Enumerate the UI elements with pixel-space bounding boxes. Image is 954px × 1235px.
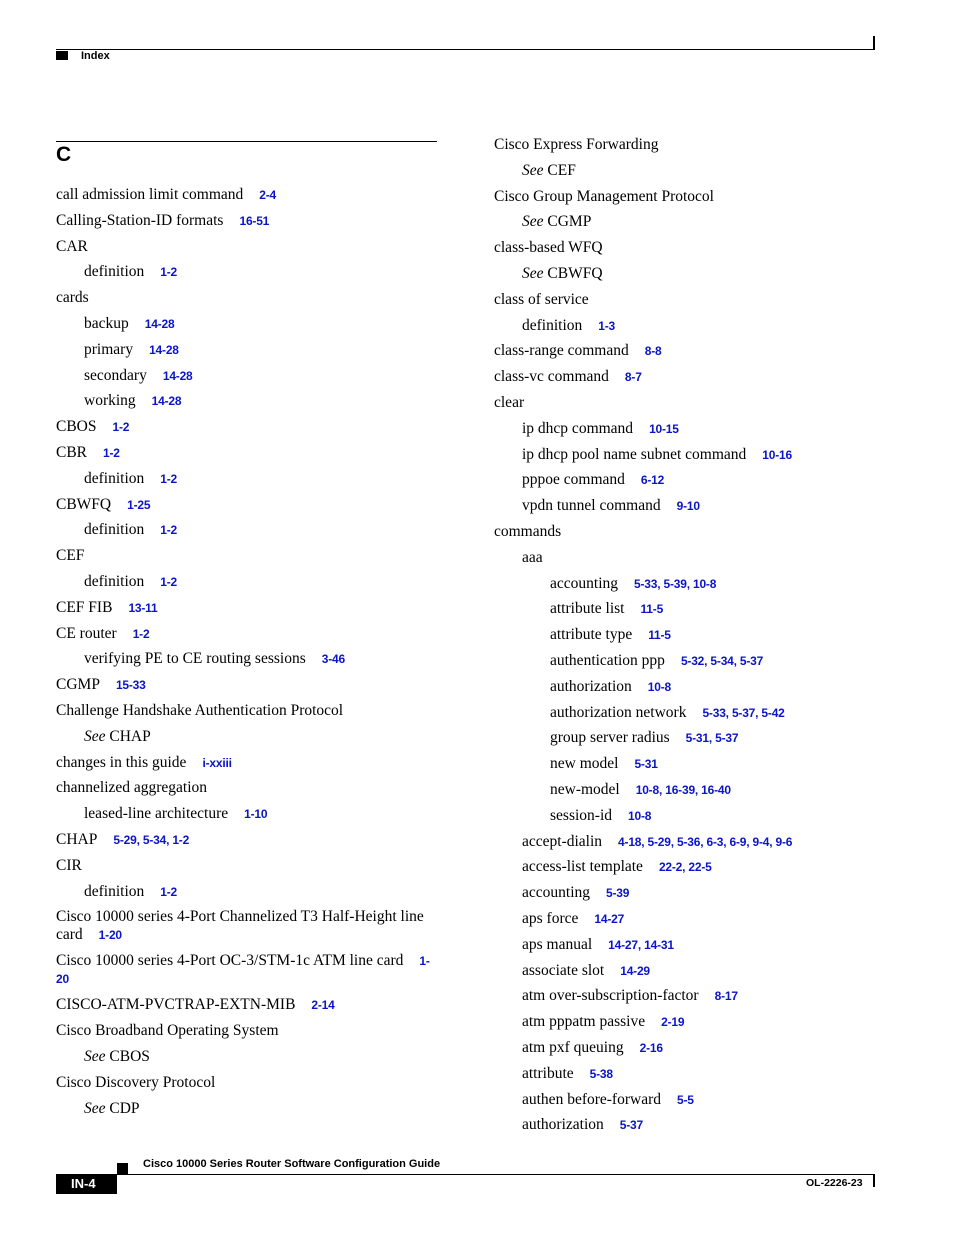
index-term: attribute type bbox=[550, 626, 633, 644]
index-term: cards bbox=[56, 289, 89, 307]
index-entry bbox=[494, 291, 589, 309]
see-reference-label: See bbox=[522, 213, 544, 231]
index-entry bbox=[522, 858, 712, 876]
section-rule bbox=[56, 141, 437, 142]
index-term: authen before-forward bbox=[522, 1090, 661, 1108]
index-entry bbox=[84, 728, 151, 746]
index-term: authorization bbox=[522, 1116, 604, 1134]
index-entry bbox=[494, 188, 714, 206]
see-reference-label: See bbox=[84, 727, 106, 745]
index-term: ip dhcp pool name subnet command bbox=[522, 445, 747, 463]
page-reference-link[interactable]: 9-10 bbox=[676, 499, 700, 514]
index-entry bbox=[494, 239, 603, 257]
index-term: clear bbox=[494, 394, 525, 411]
index-term: secondary bbox=[84, 366, 147, 384]
page-reference-link[interactable]: 11-5 bbox=[640, 602, 664, 617]
index-term: class-range command bbox=[494, 342, 629, 360]
index-term: aaa bbox=[522, 548, 543, 566]
index-entry bbox=[550, 652, 763, 670]
header-tick bbox=[873, 36, 875, 50]
index-entry bbox=[56, 779, 207, 797]
page-reference-link[interactable]: 8-17 bbox=[714, 989, 738, 1004]
footer-doc-number: OL-2226-23 bbox=[806, 1177, 863, 1189]
index-entry bbox=[550, 755, 658, 773]
index-term: pppoe command bbox=[522, 471, 625, 489]
index-entry bbox=[522, 1013, 684, 1031]
index-term: CHAP bbox=[109, 727, 151, 745]
index-entry bbox=[56, 289, 89, 307]
index-term: class-vc command bbox=[494, 368, 609, 386]
index-entry bbox=[56, 676, 146, 694]
index-term: atm pxf queuing bbox=[522, 1039, 624, 1056]
index-entry bbox=[550, 626, 671, 644]
index-entry bbox=[84, 573, 177, 591]
index-term: attribute bbox=[522, 1064, 574, 1082]
page-reference-link[interactable]: i-xxiii bbox=[202, 755, 232, 770]
index-term: CGMP bbox=[56, 676, 100, 694]
index-term: Cisco 10000 series 4-Port OC-3/STM-1c ATM line card bbox=[56, 952, 404, 970]
index-term: Cisco Express Forwarding bbox=[494, 136, 659, 153]
index-term: aps manual bbox=[522, 935, 593, 953]
index-term: CEF FIB bbox=[56, 598, 113, 616]
header-marker bbox=[56, 51, 68, 60]
index-term: class of service bbox=[494, 290, 589, 308]
index-entry bbox=[522, 936, 674, 954]
section-letter: C bbox=[56, 143, 72, 166]
index-term: CBR bbox=[56, 444, 88, 461]
index-entry bbox=[522, 1116, 643, 1134]
index-entry bbox=[84, 805, 267, 823]
index-term: CBOS bbox=[56, 418, 97, 436]
index-term: leased-line architecture bbox=[84, 805, 229, 823]
index-term: atm over-subscription-factor bbox=[522, 987, 699, 1005]
index-entry bbox=[56, 908, 437, 944]
index-entry bbox=[522, 471, 664, 489]
page-reference-link[interactable]: 1-2 bbox=[103, 446, 120, 460]
index-entry bbox=[550, 575, 716, 593]
index-entry bbox=[84, 521, 177, 539]
index-entry bbox=[522, 1065, 613, 1083]
index-term: Calling-Station-ID formats bbox=[56, 211, 224, 229]
header-label: Index bbox=[81, 50, 110, 62]
page-reference-link[interactable]: 1-20 bbox=[98, 928, 122, 943]
index-entry bbox=[522, 1039, 663, 1057]
index-entry bbox=[494, 368, 642, 386]
index-term: primary bbox=[84, 340, 134, 358]
page-reference-link[interactable]: 10-16 bbox=[762, 447, 792, 462]
index-term: accounting bbox=[550, 574, 619, 592]
index-term: new-model bbox=[550, 781, 620, 798]
see-reference-label: See bbox=[84, 1099, 106, 1117]
page-reference-link[interactable]: 1-2 bbox=[160, 523, 178, 538]
index-term: atm pppatm passive bbox=[522, 1013, 646, 1031]
index-term: CBOS bbox=[109, 1048, 150, 1065]
index-term: CISCO-ATM-PVCTRAP-EXTN-MIB bbox=[56, 996, 296, 1014]
page-reference-link[interactable]: 3-46 bbox=[321, 652, 345, 667]
index-entry bbox=[56, 831, 189, 849]
index-entry bbox=[56, 496, 150, 514]
index-term: class-based WFQ bbox=[494, 239, 603, 257]
index-entry bbox=[522, 162, 576, 180]
index-term: authorization bbox=[550, 677, 632, 695]
page-reference-link[interactable]: 5-33, 5-39, 10-8 bbox=[634, 576, 717, 591]
index-entry bbox=[494, 136, 658, 154]
index-entry bbox=[84, 263, 177, 281]
page-reference-link[interactable]: 2-4 bbox=[259, 188, 277, 202]
index-entry bbox=[522, 833, 792, 851]
index-entry bbox=[84, 367, 193, 385]
index-term: CAR bbox=[56, 237, 88, 255]
page-reference-link[interactable]: 1-2 bbox=[112, 420, 130, 435]
see-reference-label: See bbox=[522, 265, 544, 282]
page-reference-link[interactable]: 1-2 bbox=[132, 626, 150, 641]
index-entry bbox=[84, 650, 345, 668]
index-term: CDP bbox=[109, 1099, 140, 1117]
index-entry bbox=[522, 884, 629, 902]
index-term: verifying PE to CE routing sessions bbox=[84, 650, 306, 668]
index-entry bbox=[494, 342, 661, 360]
index-entry bbox=[56, 238, 88, 256]
index-term: CE router bbox=[56, 624, 117, 642]
page-reference-link[interactable]: 5-31 bbox=[634, 757, 658, 772]
footer-title: Cisco 10000 Series Router Software Configuration Guide bbox=[143, 1158, 441, 1170]
index-term: definition bbox=[522, 316, 583, 334]
index-entry bbox=[550, 781, 731, 799]
page-reference-link[interactable]: 1-2 bbox=[160, 265, 178, 280]
index-entry bbox=[56, 599, 157, 617]
index-entry bbox=[56, 418, 129, 436]
page-reference-link[interactable]: 1-2 bbox=[160, 575, 178, 589]
page-reference-link[interactable]: 5-32, 5-34, 5-37 bbox=[680, 654, 764, 668]
index-term: vpdn tunnel command bbox=[522, 497, 661, 515]
index-term: CHAP bbox=[56, 831, 98, 848]
index-term: CEF bbox=[56, 547, 85, 565]
index-term: ip dhcp command bbox=[522, 419, 634, 437]
index-term: accept-dialin bbox=[522, 832, 603, 850]
index-entry bbox=[84, 470, 177, 488]
page-reference-link[interactable]: 11-5 bbox=[648, 628, 671, 643]
index-entry bbox=[522, 497, 700, 515]
page-reference-link[interactable]: 1-3 bbox=[598, 318, 616, 333]
index-term: accounting bbox=[522, 884, 591, 902]
page-reference-link[interactable]: 14-27 bbox=[594, 912, 625, 926]
page-reference-link[interactable]: 10-8, 16-39, 16-40 bbox=[635, 783, 731, 797]
index-entry bbox=[494, 394, 524, 412]
index-entry bbox=[56, 547, 84, 565]
index-term: Cisco Broadband Operating System bbox=[56, 1022, 279, 1040]
index-term: authentication ppp bbox=[550, 652, 665, 669]
index-term: session-id bbox=[550, 806, 612, 824]
index-entry bbox=[550, 807, 651, 825]
footer-rule bbox=[117, 1174, 875, 1175]
page-reference-link[interactable]: 16-51 bbox=[239, 213, 270, 228]
index-entry bbox=[550, 704, 785, 722]
page-reference-link[interactable]: 5-39 bbox=[606, 886, 630, 901]
index-entry bbox=[56, 1074, 215, 1092]
header-rule bbox=[56, 49, 875, 50]
page-reference-link[interactable]: 8-8 bbox=[644, 344, 662, 359]
index-term: aps force bbox=[522, 910, 579, 927]
page-reference-link[interactable]: 14-28 bbox=[151, 394, 182, 409]
index-term: definition bbox=[84, 521, 145, 539]
index-entry bbox=[84, 1100, 140, 1118]
index-entry bbox=[550, 678, 671, 696]
index-term: working bbox=[84, 392, 136, 410]
index-entry bbox=[522, 446, 792, 464]
index-entry bbox=[56, 702, 343, 720]
index-entry bbox=[84, 315, 174, 333]
index-entry bbox=[522, 987, 738, 1005]
page-reference-link[interactable]: 1-2 bbox=[160, 884, 178, 899]
page-reference-link[interactable]: 1-2 bbox=[160, 471, 178, 486]
page-reference-link[interactable]: 14-28 bbox=[162, 368, 193, 383]
index-term: changes in this guide bbox=[56, 753, 187, 771]
index-term: authorization network bbox=[550, 703, 687, 721]
page-reference-link[interactable]: 5-37 bbox=[619, 1118, 643, 1133]
index-entry bbox=[522, 317, 615, 335]
index-term: attribute list bbox=[550, 600, 625, 618]
index-entry bbox=[56, 186, 276, 204]
index-entry bbox=[56, 625, 149, 643]
index-entry bbox=[56, 952, 437, 988]
index-term: definition bbox=[84, 882, 145, 900]
index-term: channelized aggregation bbox=[56, 779, 208, 797]
index-entry bbox=[56, 212, 269, 230]
index-entry bbox=[84, 883, 177, 901]
page-reference-link[interactable]: 15-33 bbox=[115, 678, 146, 693]
index-entry bbox=[522, 265, 603, 283]
page-reference-link[interactable]: 14-28 bbox=[149, 342, 179, 357]
index-entry bbox=[522, 213, 591, 231]
page-reference-link[interactable]: 1-20 bbox=[56, 954, 430, 987]
index-term: definition bbox=[84, 573, 145, 590]
page-reference-link[interactable]: 5-5 bbox=[677, 1092, 694, 1107]
page-reference-link[interactable]: 22-2, 22-5 bbox=[658, 860, 712, 875]
index-term: CEF bbox=[547, 161, 576, 179]
footer-marker bbox=[117, 1163, 128, 1174]
footer-page-number: IN-4 bbox=[56, 1174, 117, 1194]
page-reference-link[interactable]: 10-15 bbox=[649, 421, 679, 436]
index-entry bbox=[84, 392, 181, 410]
page-reference-link[interactable]: 14-27, 14-31 bbox=[608, 937, 674, 952]
page-reference-link[interactable]: 5-29, 5-34, 1-2 bbox=[113, 833, 190, 847]
page-reference-link[interactable]: 4-18, 5-29, 5-36, 6-3, 6-9, 9-4, 9-6 bbox=[618, 834, 793, 849]
index-term: CIR bbox=[56, 856, 82, 874]
index-entry bbox=[56, 996, 335, 1014]
index-term: Cisco 10000 series 4-Port Channelized T3 Half-Height line card bbox=[56, 908, 424, 944]
index-entry bbox=[522, 420, 679, 438]
index-entry bbox=[522, 962, 650, 980]
page-reference-link[interactable]: 5-33, 5-37, 5-42 bbox=[702, 705, 785, 720]
index-entry bbox=[56, 444, 120, 462]
see-reference-label: See bbox=[84, 1048, 106, 1065]
page-reference-link[interactable]: 2-14 bbox=[311, 998, 335, 1013]
page-reference-link[interactable]: 2-16 bbox=[639, 1041, 663, 1055]
page-reference-link[interactable]: 8-7 bbox=[624, 370, 642, 385]
index-entry bbox=[522, 549, 543, 567]
index-term: CBWFQ bbox=[547, 265, 603, 282]
index-term: Cisco Group Management Protocol bbox=[494, 187, 714, 205]
index-entry bbox=[56, 857, 82, 875]
index-term: associate slot bbox=[522, 961, 605, 979]
index-term: CBWFQ bbox=[56, 495, 112, 513]
index-entry bbox=[56, 1022, 279, 1040]
index-term: Challenge Handshake Authentication Protocol bbox=[56, 702, 344, 719]
index-term: backup bbox=[84, 315, 129, 332]
index-entry bbox=[494, 523, 561, 541]
page-reference-link[interactable]: 1-25 bbox=[127, 497, 151, 512]
see-reference-label: See bbox=[522, 161, 544, 179]
page-reference-link[interactable]: 10-8 bbox=[647, 679, 671, 694]
index-term: Cisco Discovery Protocol bbox=[56, 1073, 216, 1091]
index-entry bbox=[522, 1091, 694, 1109]
page-reference-link[interactable]: 14-29 bbox=[620, 963, 650, 978]
index-entry bbox=[56, 754, 232, 772]
footer-tick bbox=[873, 1175, 875, 1187]
page-reference-link[interactable]: 1-10 bbox=[244, 807, 268, 822]
index-entry bbox=[84, 341, 179, 359]
index-entry bbox=[550, 600, 663, 618]
index-term: call admission limit command bbox=[56, 186, 244, 203]
index-term: definition bbox=[84, 263, 145, 281]
page-reference-link[interactable]: 5-38 bbox=[589, 1066, 613, 1081]
page-reference-link[interactable]: 13-11 bbox=[128, 600, 158, 615]
index-term: definition bbox=[84, 469, 145, 487]
page-reference-link[interactable]: 6-12 bbox=[640, 473, 665, 488]
index-term: new model bbox=[550, 755, 619, 773]
page-reference-link[interactable]: 14-28 bbox=[144, 317, 175, 331]
page-reference-link[interactable]: 10-8 bbox=[628, 808, 652, 823]
index-term: group server radius bbox=[550, 729, 670, 747]
page-reference-link[interactable]: 2-19 bbox=[661, 1015, 685, 1030]
page-reference-link[interactable]: 5-31, 5-37 bbox=[685, 731, 739, 746]
index-entry bbox=[550, 729, 738, 747]
index-entry bbox=[522, 910, 624, 928]
index-term: access-list template bbox=[522, 858, 643, 876]
index-term: CGMP bbox=[547, 213, 592, 231]
index-entry bbox=[84, 1048, 150, 1066]
index-term: commands bbox=[494, 523, 562, 540]
